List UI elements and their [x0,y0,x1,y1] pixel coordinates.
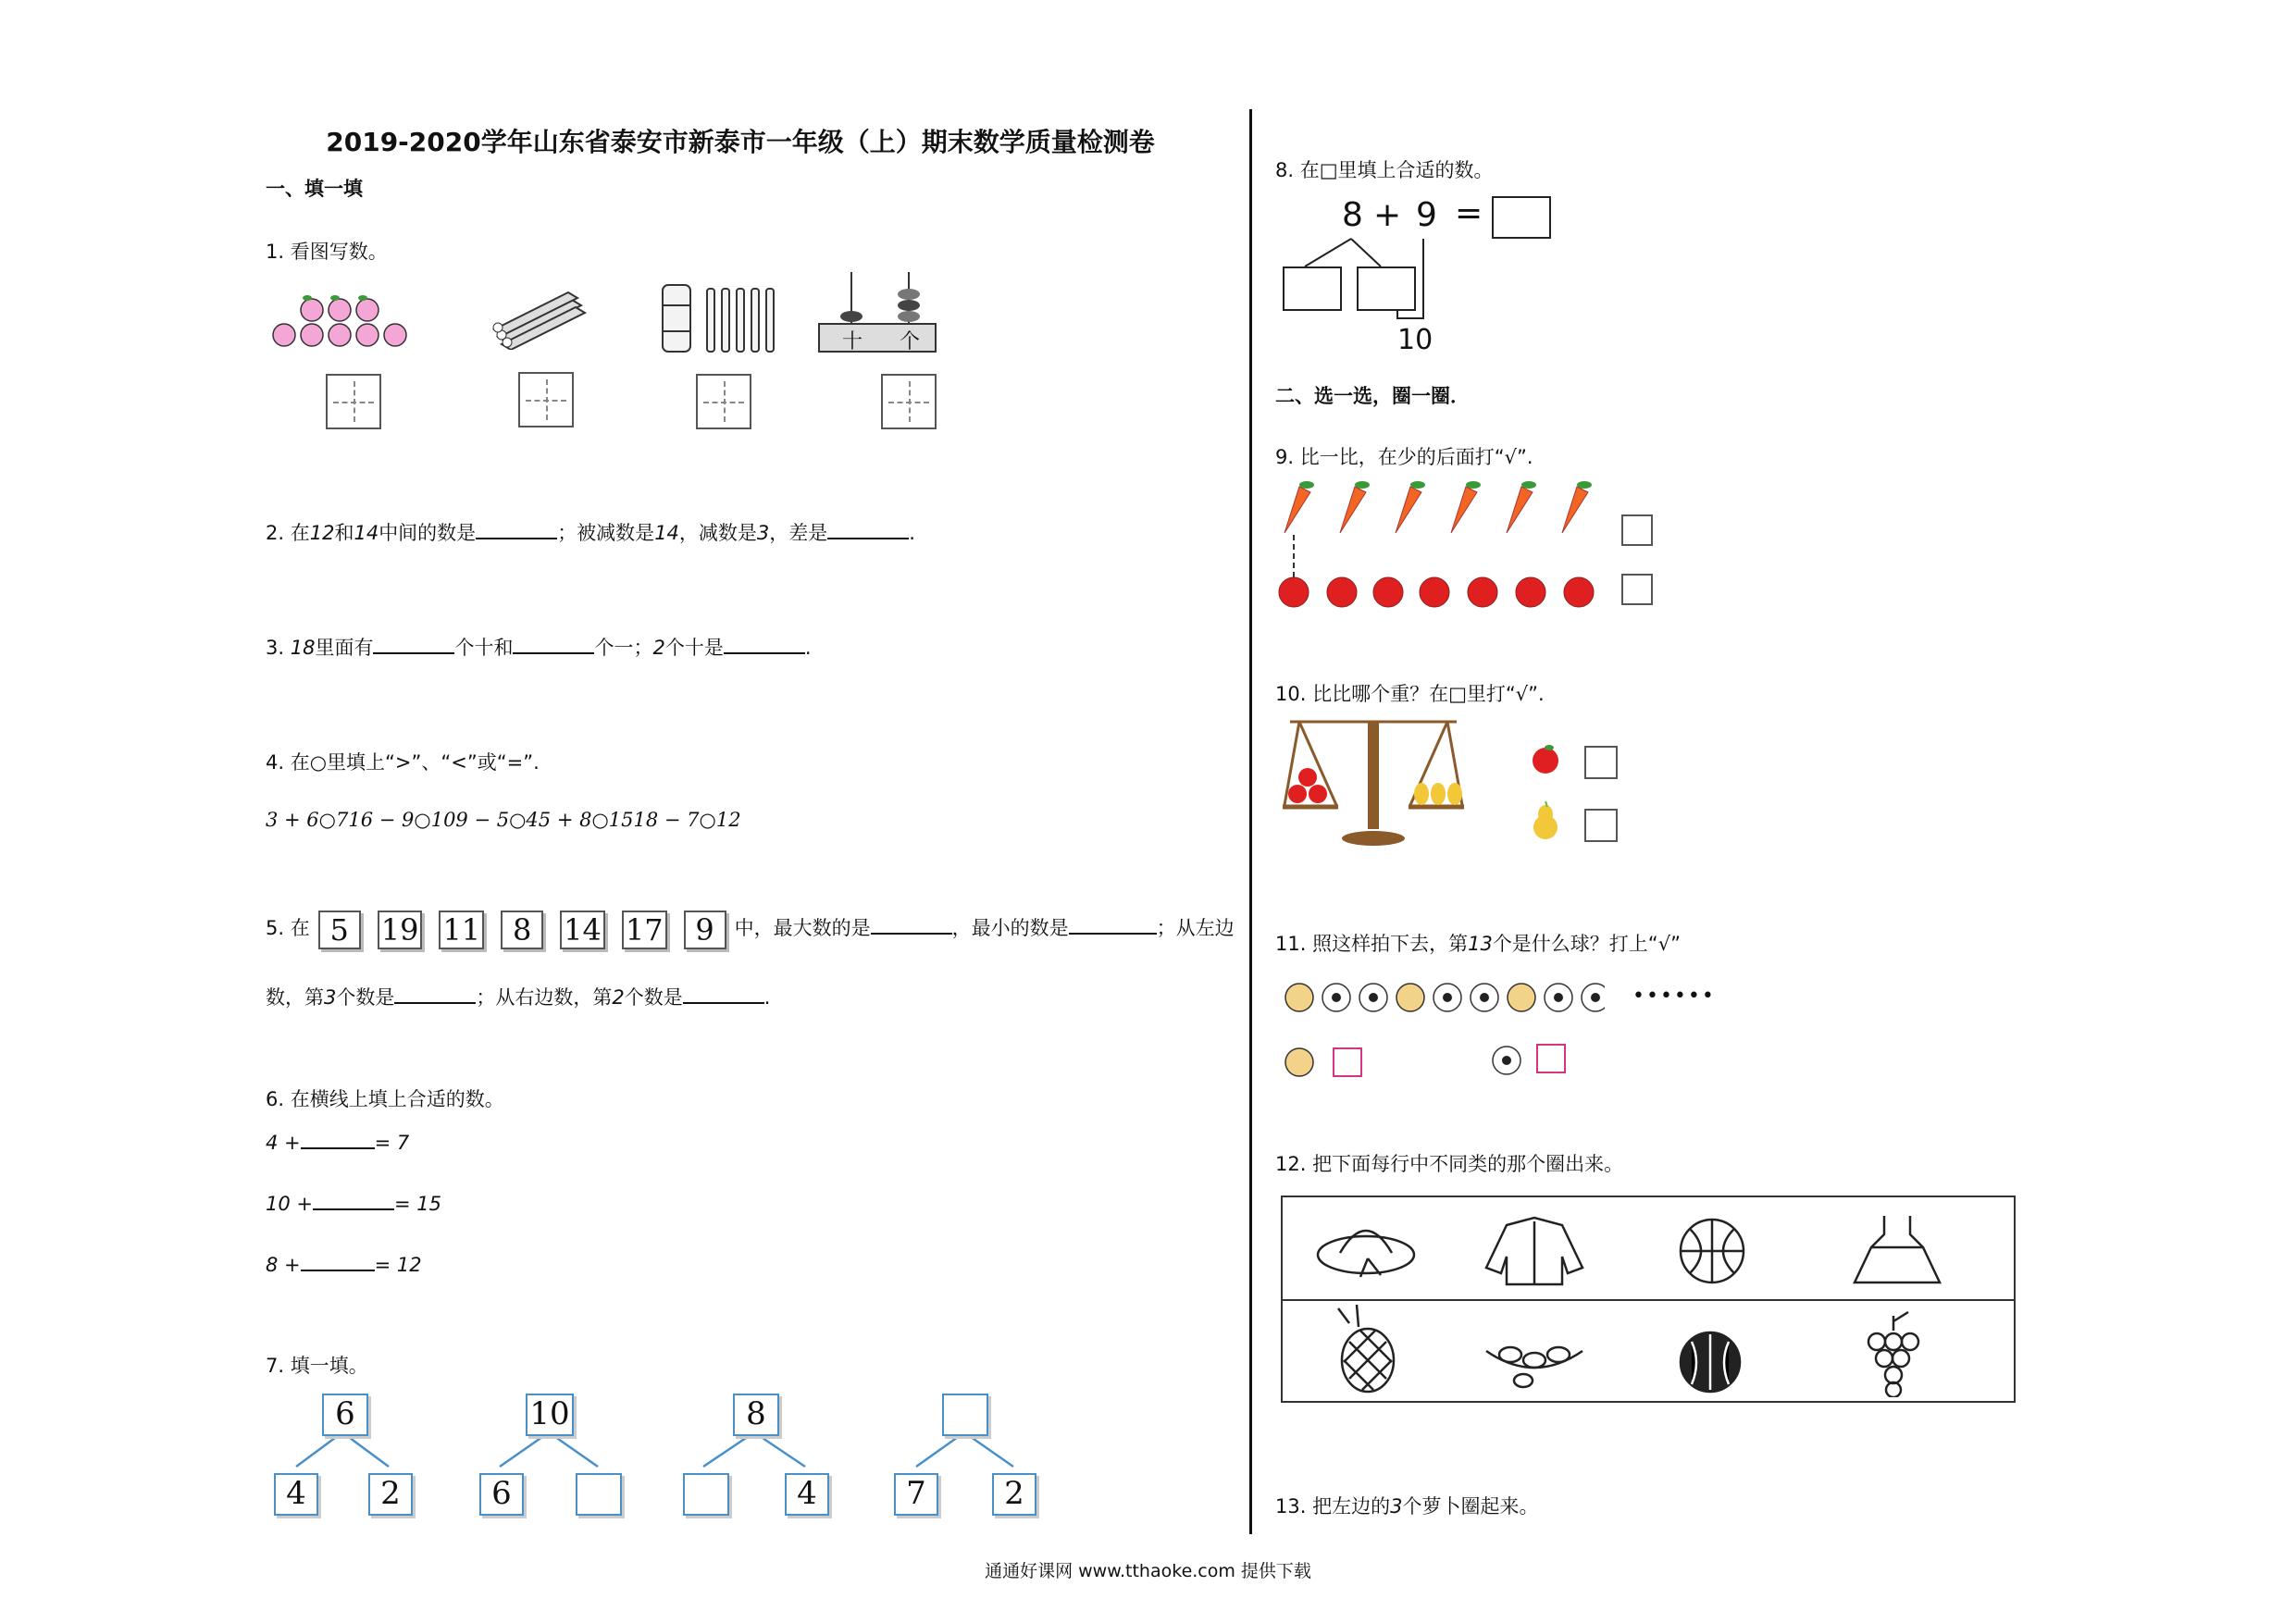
q8-box-left[interactable] [1283,266,1342,311]
tree4-right: 2 [992,1473,1036,1516]
q1-answer-box-2[interactable] [518,372,574,427]
q8-n2: 9 [1416,196,1437,234]
q4-expressions: 3 + 6○716 − 9○109 − 5○45 + 8○1518 − 7○12 [266,809,741,831]
section-fill: 一、填一填 [266,178,363,200]
q8-box-right[interactable] [1357,266,1416,311]
sticks-image [655,278,781,355]
tree1-right: 2 [368,1473,413,1516]
q12-text: 12. 把下面每行中不同类的那个圈出来。 [1275,1153,1624,1175]
q7-text: 7. 填一填。 [266,1355,368,1377]
q5-line-2: 数，第3个数是 ；从右边数，第2个数是 . [266,986,771,1009]
volleyball-icon [1283,1046,1316,1079]
tree3-left[interactable] [683,1473,729,1516]
q9-text: 9. 比一比，在少的后面打“√”. [1275,446,1533,468]
tree3-right: 4 [785,1473,829,1516]
q10-text: 10. 比比哪个重？在□里打“√”. [1275,683,1545,705]
apple-icon [1529,742,1562,775]
q6-row-3: 8 + = 12 [266,1254,422,1276]
q2-blank-1[interactable] [476,521,557,539]
column-divider [1249,109,1252,1534]
q5-blank-3[interactable] [394,985,476,1004]
q5-blank-2[interactable] [1069,916,1157,935]
abacus-image [818,272,937,355]
section-choose: 二、选一选，圈一圈． [1275,385,1470,407]
q3-blank-3[interactable] [724,636,805,654]
q9-check-carrots[interactable] [1621,514,1653,546]
q2-line: 2. 在12和14中间的数是 ；被减数是14，减数是3，差是 . [266,522,915,544]
q5-blank-1[interactable] [871,916,952,935]
q6-text: 6. 在横线上填上合适的数。 [266,1088,504,1110]
q3-blank-1[interactable] [373,636,454,654]
q1-answer-box-3[interactable] [696,374,751,429]
q6-row-1: 4 + = 7 [266,1132,410,1154]
number-card: 9 [684,911,726,949]
q10-check-apple[interactable] [1584,746,1618,779]
soccer-ball-icon [1490,1044,1523,1077]
q1-text: 1. 看图写数。 [266,241,388,263]
tree1-left: 4 [274,1473,318,1516]
tree4-top[interactable] [942,1394,988,1436]
q11-check-soccer[interactable] [1536,1044,1566,1073]
number-card: 11 [439,911,484,949]
q9-check-apples[interactable] [1621,574,1653,605]
number-card: 14 [560,911,605,949]
peaches-image [270,287,409,353]
tree2-top: 10 [526,1394,574,1436]
q11-check-volleyball[interactable] [1333,1047,1362,1077]
q4-text: 4. 在○里填上“>”、“<”或“=”. [266,751,540,774]
page-title: 2019-2020学年山东省泰安市新泰市一年级（上）期末数学质量检测卷 [326,127,1155,157]
tree2-left: 6 [479,1473,524,1516]
q5-line-1: 5. 在 5 19 11 8 14 17 9 中，最大数的是 ，最小的数是 ；从左边 [266,912,1235,948]
abacus-ones-label: 个 [900,330,921,353]
q8-plus: + [1373,196,1402,234]
q11-dots: •••••• [1632,985,1716,1008]
footer-text: 通通好课网 www.tthaoke.com 提供下载 [985,1561,1311,1581]
q1-answer-box-1[interactable] [326,374,381,429]
carrots-apples-image [1275,477,1608,616]
number-card: 19 [378,911,423,949]
q3-blank-2[interactable] [513,636,594,654]
tree1-top: 6 [322,1394,368,1436]
q8-answer-box[interactable] [1492,196,1551,239]
q13-line: 13. 把左边的3个萝卜圈起来。 [1275,1495,1539,1518]
q5-blank-4[interactable] [683,985,764,1004]
pear-icon [1531,799,1560,840]
q10-check-pear[interactable] [1584,809,1618,842]
q8-ten: 10 [1397,324,1433,356]
q8-text: 8. 在□里填上合适的数。 [1275,159,1494,181]
q12-images [1312,1212,1979,1397]
ball-sequence-image [1281,979,1605,1016]
tree2-right[interactable] [576,1473,622,1516]
pencil-bundle-image [489,291,590,350]
q11-line: 11. 照这样拍下去，第13个是什么球？打上“√” [1275,933,1681,955]
number-card: 17 [622,911,667,949]
q8-n1: 8 [1342,196,1363,234]
abacus-tens-label: 十 [842,330,863,353]
q1-answer-box-4[interactable] [881,374,937,429]
q8-eq: = [1455,194,1483,232]
q3-line: 3. 18里面有 个十和 个一；2个十是 . [266,637,812,659]
balance-scale-image [1281,712,1466,851]
tree4-left: 7 [894,1473,938,1516]
number-card: 5 [318,911,361,949]
q6-row-2: 10 + = 15 [266,1193,441,1215]
number-card: 8 [501,911,543,949]
tree3-top: 8 [733,1394,779,1436]
q2-blank-2[interactable] [827,521,909,539]
